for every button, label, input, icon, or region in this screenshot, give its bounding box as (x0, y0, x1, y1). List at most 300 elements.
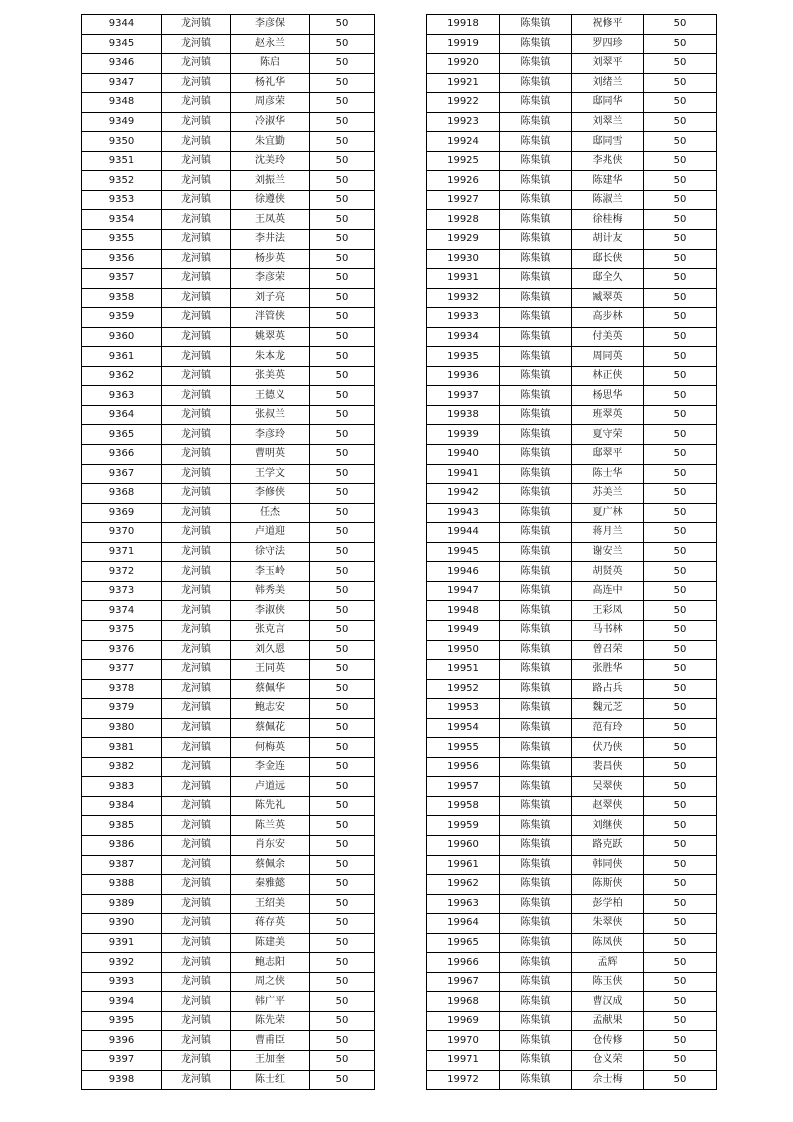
amount-cell: 50 (644, 190, 717, 210)
table-row (427, 679, 717, 699)
table-row (427, 503, 717, 523)
table-row (82, 15, 375, 35)
roster-table-left-body (82, 15, 375, 1090)
table-row (82, 230, 375, 250)
town-cell: 陈集镇 (500, 699, 572, 719)
town-cell: 陈集镇 (500, 308, 572, 328)
name-cell: 蒋存英 (231, 914, 310, 934)
id-cell: 19920 (427, 54, 500, 74)
table-row (427, 757, 717, 777)
id-cell: 9344 (82, 15, 162, 35)
amount-cell: 50 (310, 835, 375, 855)
id-cell: 9392 (82, 953, 162, 973)
amount-cell: 50 (644, 992, 717, 1012)
table-row (82, 425, 375, 445)
name-cell: 陈建华 (572, 171, 644, 191)
town-cell: 龙河镇 (162, 93, 231, 113)
table-row (82, 933, 375, 953)
name-cell: 赵永兰 (231, 34, 310, 54)
town-cell: 龙河镇 (162, 972, 231, 992)
name-cell: 王德义 (231, 386, 310, 406)
name-cell: 臧翠英 (572, 288, 644, 308)
town-cell: 陈集镇 (500, 249, 572, 269)
town-cell: 龙河镇 (162, 308, 231, 328)
id-cell: 19968 (427, 992, 500, 1012)
name-cell: 陈斯侠 (572, 875, 644, 895)
amount-cell: 50 (644, 835, 717, 855)
id-cell: 19948 (427, 601, 500, 621)
town-cell: 陈集镇 (500, 601, 572, 621)
id-cell: 19961 (427, 855, 500, 875)
amount-cell: 50 (644, 464, 717, 484)
name-cell: 朱宜勤 (231, 132, 310, 152)
amount-cell: 50 (310, 366, 375, 386)
name-cell: 肖东安 (231, 835, 310, 855)
amount-cell: 50 (310, 933, 375, 953)
town-cell: 陈集镇 (500, 464, 572, 484)
id-cell: 9353 (82, 190, 162, 210)
town-cell: 龙河镇 (162, 464, 231, 484)
table-row (82, 816, 375, 836)
amount-cell: 50 (644, 718, 717, 738)
town-cell: 龙河镇 (162, 953, 231, 973)
name-cell: 彭学柏 (572, 894, 644, 914)
name-cell: 蒋月兰 (572, 523, 644, 543)
amount-cell: 50 (310, 132, 375, 152)
table-row (427, 992, 717, 1012)
name-cell: 范有玲 (572, 718, 644, 738)
town-cell: 陈集镇 (500, 953, 572, 973)
town-cell: 陈集镇 (500, 386, 572, 406)
table-row (82, 288, 375, 308)
town-cell: 龙河镇 (162, 366, 231, 386)
town-cell: 陈集镇 (500, 484, 572, 504)
amount-cell: 50 (644, 894, 717, 914)
amount-cell: 50 (644, 171, 717, 191)
table-row (427, 484, 717, 504)
table-row (427, 445, 717, 465)
town-cell: 龙河镇 (162, 1050, 231, 1070)
table-row (82, 386, 375, 406)
amount-cell: 50 (310, 953, 375, 973)
name-cell: 佘士梅 (572, 1070, 644, 1090)
name-cell: 祝修平 (572, 15, 644, 35)
town-cell: 龙河镇 (162, 347, 231, 367)
town-cell: 龙河镇 (162, 112, 231, 132)
table-row (82, 875, 375, 895)
id-cell: 19972 (427, 1070, 500, 1090)
amount-cell: 50 (644, 230, 717, 250)
name-cell: 泮管侠 (231, 308, 310, 328)
id-cell: 19927 (427, 190, 500, 210)
name-cell: 卢道远 (231, 777, 310, 797)
town-cell: 龙河镇 (162, 523, 231, 543)
id-cell: 19957 (427, 777, 500, 797)
table-row (82, 523, 375, 543)
table-row (82, 503, 375, 523)
id-cell: 9391 (82, 933, 162, 953)
id-cell: 9369 (82, 503, 162, 523)
amount-cell: 50 (310, 288, 375, 308)
amount-cell: 50 (644, 327, 717, 347)
table-row (82, 1070, 375, 1090)
name-cell: 陈士华 (572, 464, 644, 484)
town-cell: 龙河镇 (162, 660, 231, 680)
name-cell: 李井法 (231, 230, 310, 250)
town-cell: 陈集镇 (500, 835, 572, 855)
town-cell: 龙河镇 (162, 718, 231, 738)
amount-cell: 50 (310, 230, 375, 250)
name-cell: 周之侠 (231, 972, 310, 992)
amount-cell: 50 (310, 171, 375, 191)
table-row (82, 620, 375, 640)
amount-cell: 50 (310, 816, 375, 836)
name-cell: 孟献果 (572, 1011, 644, 1031)
name-cell: 姚翠英 (231, 327, 310, 347)
id-cell: 19966 (427, 953, 500, 973)
name-cell: 陈兰英 (231, 816, 310, 836)
town-cell: 陈集镇 (500, 894, 572, 914)
name-cell: 张美英 (231, 366, 310, 386)
id-cell: 9373 (82, 581, 162, 601)
amount-cell: 50 (644, 699, 717, 719)
table-row (427, 73, 717, 93)
name-cell: 陈淑兰 (572, 190, 644, 210)
id-cell: 19956 (427, 757, 500, 777)
table-row (82, 796, 375, 816)
town-cell: 陈集镇 (500, 54, 572, 74)
town-cell: 龙河镇 (162, 738, 231, 758)
town-cell: 陈集镇 (500, 190, 572, 210)
town-cell: 龙河镇 (162, 601, 231, 621)
id-cell: 9351 (82, 151, 162, 171)
table-row (427, 249, 717, 269)
name-cell: 杨思华 (572, 386, 644, 406)
amount-cell: 50 (310, 581, 375, 601)
id-cell: 9371 (82, 542, 162, 562)
name-cell: 杨步英 (231, 249, 310, 269)
amount-cell: 50 (644, 269, 717, 289)
id-cell: 19964 (427, 914, 500, 934)
name-cell: 邸同华 (572, 93, 644, 113)
name-cell: 苏美兰 (572, 484, 644, 504)
id-cell: 19959 (427, 816, 500, 836)
id-cell: 19954 (427, 718, 500, 738)
town-cell: 龙河镇 (162, 581, 231, 601)
name-cell: 秦雅懿 (231, 875, 310, 895)
id-cell: 9387 (82, 855, 162, 875)
table-row (427, 972, 717, 992)
name-cell: 赵翠侠 (572, 796, 644, 816)
amount-cell: 50 (310, 190, 375, 210)
id-cell: 19941 (427, 464, 500, 484)
id-cell: 19933 (427, 308, 500, 328)
id-cell: 9346 (82, 54, 162, 74)
table-row (82, 54, 375, 74)
id-cell: 9374 (82, 601, 162, 621)
name-cell: 朱本龙 (231, 347, 310, 367)
table-row (427, 308, 717, 328)
table-row (82, 366, 375, 386)
table-row (427, 620, 717, 640)
amount-cell: 50 (310, 308, 375, 328)
name-cell: 曹汉成 (572, 992, 644, 1012)
town-cell: 龙河镇 (162, 835, 231, 855)
id-cell: 9350 (82, 132, 162, 152)
town-cell: 陈集镇 (500, 777, 572, 797)
town-cell: 陈集镇 (500, 933, 572, 953)
table-row (427, 816, 717, 836)
amount-cell: 50 (644, 347, 717, 367)
table-row (82, 992, 375, 1012)
id-cell: 9382 (82, 757, 162, 777)
town-cell: 龙河镇 (162, 699, 231, 719)
town-cell: 龙河镇 (162, 445, 231, 465)
town-cell: 陈集镇 (500, 327, 572, 347)
name-cell: 谢安兰 (572, 542, 644, 562)
name-cell: 冷淑华 (231, 112, 310, 132)
amount-cell: 50 (644, 54, 717, 74)
amount-cell: 50 (310, 503, 375, 523)
table-row (427, 699, 717, 719)
table-row (427, 581, 717, 601)
town-cell: 陈集镇 (500, 210, 572, 230)
table-row (427, 210, 717, 230)
town-cell: 陈集镇 (500, 15, 572, 35)
name-cell: 陈建美 (231, 933, 310, 953)
town-cell: 陈集镇 (500, 425, 572, 445)
amount-cell: 50 (644, 249, 717, 269)
name-cell: 班翠英 (572, 405, 644, 425)
amount-cell: 50 (310, 562, 375, 582)
town-cell: 龙河镇 (162, 425, 231, 445)
name-cell: 韩同侠 (572, 855, 644, 875)
amount-cell: 50 (310, 855, 375, 875)
amount-cell: 50 (644, 484, 717, 504)
table-row (427, 718, 717, 738)
name-cell: 曹甫臣 (231, 1031, 310, 1051)
town-cell: 陈集镇 (500, 230, 572, 250)
town-cell: 龙河镇 (162, 151, 231, 171)
amount-cell: 50 (644, 542, 717, 562)
table-row (427, 738, 717, 758)
id-cell: 9352 (82, 171, 162, 191)
id-cell: 19951 (427, 660, 500, 680)
table-row (427, 269, 717, 289)
amount-cell: 50 (644, 308, 717, 328)
amount-cell: 50 (310, 542, 375, 562)
town-cell: 陈集镇 (500, 581, 572, 601)
town-cell: 陈集镇 (500, 1070, 572, 1090)
id-cell: 19928 (427, 210, 500, 230)
amount-cell: 50 (644, 523, 717, 543)
id-cell: 19940 (427, 445, 500, 465)
amount-cell: 50 (644, 777, 717, 797)
town-cell: 龙河镇 (162, 230, 231, 250)
name-cell: 伏乃侠 (572, 738, 644, 758)
table-row (427, 34, 717, 54)
name-cell: 夏广林 (572, 503, 644, 523)
amount-cell: 50 (644, 93, 717, 113)
name-cell: 陈玉侠 (572, 972, 644, 992)
town-cell: 龙河镇 (162, 933, 231, 953)
town-cell: 陈集镇 (500, 151, 572, 171)
table-row (82, 640, 375, 660)
name-cell: 蔡佩余 (231, 855, 310, 875)
name-cell: 周彦荣 (231, 93, 310, 113)
town-cell: 陈集镇 (500, 816, 572, 836)
id-cell: 9345 (82, 34, 162, 54)
name-cell: 朱翠侠 (572, 914, 644, 934)
id-cell: 19937 (427, 386, 500, 406)
town-cell: 陈集镇 (500, 875, 572, 895)
id-cell: 19939 (427, 425, 500, 445)
amount-cell: 50 (310, 738, 375, 758)
id-cell: 9379 (82, 699, 162, 719)
town-cell: 龙河镇 (162, 15, 231, 35)
name-cell: 陈先荣 (231, 1011, 310, 1031)
amount-cell: 50 (310, 1031, 375, 1051)
id-cell: 19922 (427, 93, 500, 113)
table-row (427, 835, 717, 855)
table-row (82, 660, 375, 680)
amount-cell: 50 (644, 425, 717, 445)
amount-cell: 50 (644, 581, 717, 601)
name-cell: 张叔兰 (231, 405, 310, 425)
name-cell: 鲍志阳 (231, 953, 310, 973)
town-cell: 陈集镇 (500, 288, 572, 308)
table-row (427, 777, 717, 797)
id-cell: 19971 (427, 1050, 500, 1070)
amount-cell: 50 (644, 972, 717, 992)
town-cell: 龙河镇 (162, 132, 231, 152)
id-cell: 9398 (82, 1070, 162, 1090)
name-cell: 路克跃 (572, 835, 644, 855)
amount-cell: 50 (310, 699, 375, 719)
table-row (82, 93, 375, 113)
table-row (82, 835, 375, 855)
table-row (427, 190, 717, 210)
amount-cell: 50 (310, 269, 375, 289)
table-row (427, 640, 717, 660)
name-cell: 王加奎 (231, 1050, 310, 1070)
amount-cell: 50 (310, 112, 375, 132)
town-cell: 龙河镇 (162, 210, 231, 230)
amount-cell: 50 (644, 562, 717, 582)
name-cell: 罗四珍 (572, 34, 644, 54)
amount-cell: 50 (310, 151, 375, 171)
id-cell: 19946 (427, 562, 500, 582)
table-row (82, 562, 375, 582)
table-row (82, 484, 375, 504)
town-cell: 陈集镇 (500, 73, 572, 93)
town-cell: 龙河镇 (162, 992, 231, 1012)
amount-cell: 50 (644, 210, 717, 230)
id-cell: 9370 (82, 523, 162, 543)
amount-cell: 50 (310, 445, 375, 465)
name-cell: 张克言 (231, 620, 310, 640)
name-cell: 曹明英 (231, 445, 310, 465)
amount-cell: 50 (310, 1070, 375, 1090)
name-cell: 刘振兰 (231, 171, 310, 191)
name-cell: 李玉岭 (231, 562, 310, 582)
amount-cell: 50 (310, 679, 375, 699)
amount-cell: 50 (644, 1050, 717, 1070)
amount-cell: 50 (644, 15, 717, 35)
name-cell: 刘继侠 (572, 816, 644, 836)
table-row (427, 523, 717, 543)
id-cell: 19945 (427, 542, 500, 562)
town-cell: 龙河镇 (162, 914, 231, 934)
town-cell: 陈集镇 (500, 405, 572, 425)
table-row (427, 953, 717, 973)
table-row (427, 1011, 717, 1031)
town-cell: 龙河镇 (162, 1070, 231, 1090)
town-cell: 陈集镇 (500, 1011, 572, 1031)
name-cell: 李彦荣 (231, 269, 310, 289)
table-row (427, 1050, 717, 1070)
id-cell: 19930 (427, 249, 500, 269)
amount-cell: 50 (644, 640, 717, 660)
id-cell: 9365 (82, 425, 162, 445)
amount-cell: 50 (310, 249, 375, 269)
table-row (82, 953, 375, 973)
table-row (427, 54, 717, 74)
name-cell: 裴昌侠 (572, 757, 644, 777)
table-row (427, 15, 717, 35)
town-cell: 龙河镇 (162, 640, 231, 660)
roster-table-left (81, 14, 375, 1090)
amount-cell: 50 (310, 93, 375, 113)
town-cell: 陈集镇 (500, 1031, 572, 1051)
table-row (82, 112, 375, 132)
amount-cell: 50 (644, 151, 717, 171)
town-cell: 陈集镇 (500, 855, 572, 875)
town-cell: 陈集镇 (500, 445, 572, 465)
id-cell: 9376 (82, 640, 162, 660)
amount-cell: 50 (644, 914, 717, 934)
table-row (82, 1050, 375, 1070)
name-cell: 蔡佩华 (231, 679, 310, 699)
amount-cell: 50 (644, 816, 717, 836)
id-cell: 9347 (82, 73, 162, 93)
id-cell: 9354 (82, 210, 162, 230)
town-cell: 龙河镇 (162, 796, 231, 816)
town-cell: 陈集镇 (500, 679, 572, 699)
table-row (427, 601, 717, 621)
id-cell: 19967 (427, 972, 500, 992)
amount-cell: 50 (644, 679, 717, 699)
town-cell: 陈集镇 (500, 1050, 572, 1070)
name-cell: 胡计友 (572, 230, 644, 250)
id-cell: 19935 (427, 347, 500, 367)
amount-cell: 50 (310, 660, 375, 680)
amount-cell: 50 (644, 366, 717, 386)
amount-cell: 50 (644, 445, 717, 465)
table-row (427, 93, 717, 113)
town-cell: 龙河镇 (162, 1011, 231, 1031)
id-cell: 19962 (427, 875, 500, 895)
table-row (427, 405, 717, 425)
table-row (82, 445, 375, 465)
id-cell: 19919 (427, 34, 500, 54)
table-row (82, 757, 375, 777)
town-cell: 陈集镇 (500, 914, 572, 934)
amount-cell: 50 (310, 718, 375, 738)
id-cell: 19924 (427, 132, 500, 152)
name-cell: 路占兵 (572, 679, 644, 699)
amount-cell: 50 (310, 425, 375, 445)
